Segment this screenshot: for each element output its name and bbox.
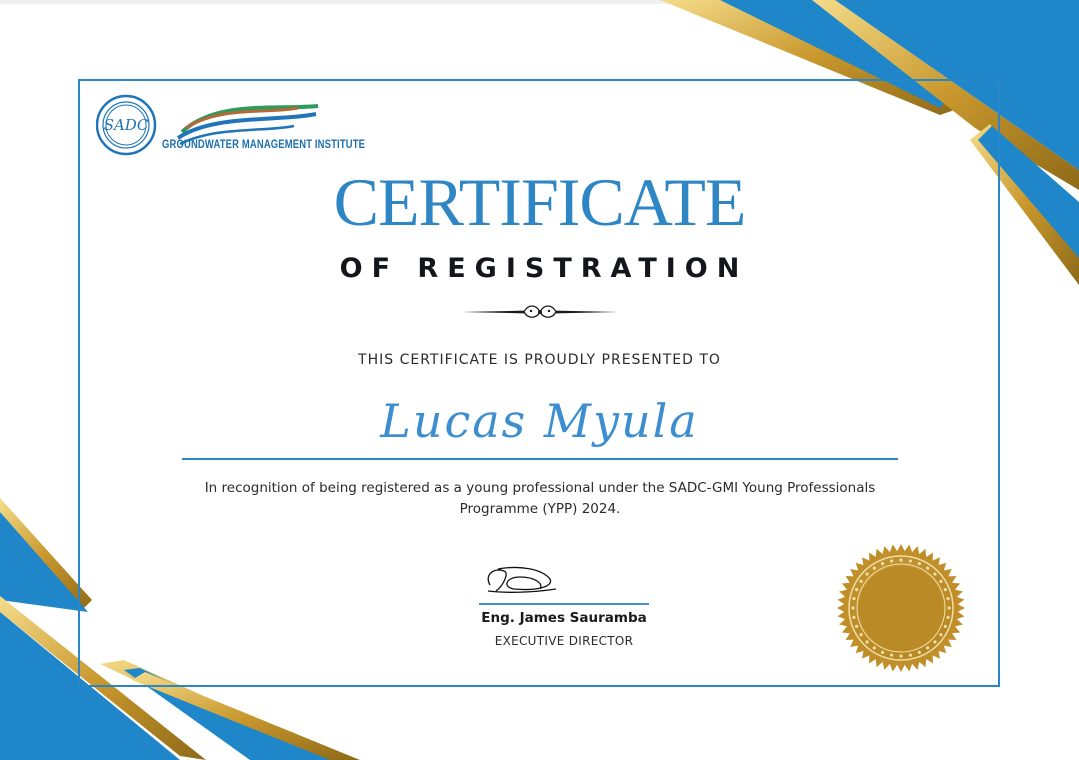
seal-star [909,653,912,656]
seal-star [852,597,855,600]
recognition-line-2: Programme (YPP) 2024. [459,501,621,517]
sadc-seal-text: SADC [103,116,149,134]
seal-star [899,654,902,657]
signature-icon [480,563,560,599]
signatory-name: Eng. James Sauramba [481,610,647,626]
recipient-name: Lucas Myula [380,394,699,448]
seal-star [926,566,929,569]
ornament-divider-icon [460,302,620,322]
seal-star [926,646,929,649]
certificate-title: CERTIFICATE [333,164,746,240]
seal-star [881,562,884,565]
signatory-role: EXECUTIVE DIRECTOR [494,634,634,648]
seal-star [918,651,921,654]
recognition-text [180,478,900,520]
recognition-line-1: In recognition of being registered as a young professional under the SADC-GMI Young Professionals [204,480,876,496]
seal-star [851,606,854,609]
seal-star [899,558,902,561]
presented-to-text: THIS CERTIFICATE IS PROUDLY PRESENTED TO [358,352,721,368]
certificate-subtitle: OF REGISTRATION [339,253,749,284]
seal-star [933,572,936,575]
seal-star [859,633,862,636]
seal-star [918,562,921,565]
seal-star [947,606,950,609]
seal-star [909,559,912,562]
seal-star [944,588,947,591]
seal-star [859,580,862,583]
seal-star [873,566,876,569]
seal-star [865,572,868,575]
gmi-name: GROUNDWATER MANAGEMENT INSTITUTE [162,139,366,151]
seal-star [939,633,942,636]
seal-star [881,651,884,654]
name-underline [182,458,898,460]
seal-star [855,625,858,628]
seal-star [939,580,942,583]
seal-star [944,625,947,628]
seal-star [873,646,876,649]
seal-star [852,616,855,619]
seal-star [865,640,868,643]
seal-star [946,597,949,600]
seal-star [946,616,949,619]
signature-line [479,603,649,605]
seal-star [890,653,893,656]
seal-star [933,640,936,643]
seal-star [855,588,858,591]
gold-seal-icon [836,543,966,673]
seal-star [890,559,893,562]
